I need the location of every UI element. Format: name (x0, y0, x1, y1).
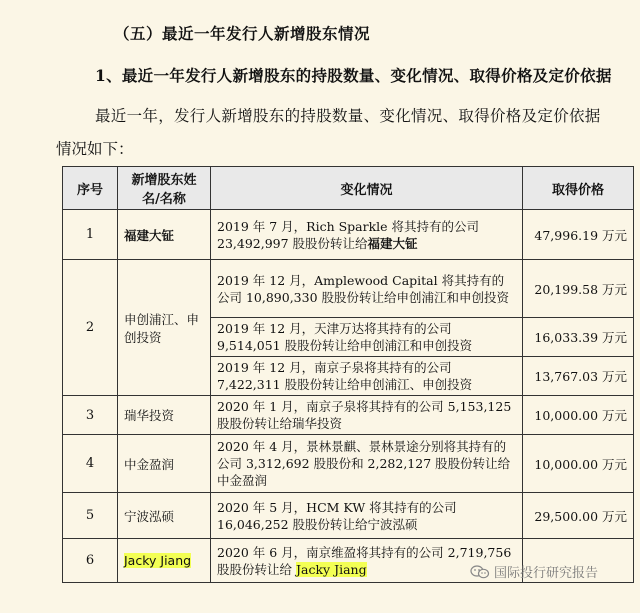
header-no: 序号 (63, 167, 118, 210)
row-desc-text: 2020 年 6 月，南京维盈将其持有的公司 2,719,756 股股份转让给 (217, 544, 512, 577)
table-row (63, 210, 634, 260)
row-name: 瑞华投资 (118, 396, 211, 435)
row-price: 10,000.00 万元 (523, 435, 634, 493)
row-desc-bold: 福建大钲 (367, 235, 418, 251)
row-no: 4 (63, 435, 118, 493)
row-name-highlighted: Jacky Jiang (124, 553, 192, 568)
header-name: 新增股东姓名/名称 (118, 167, 211, 210)
intro-line-2: 情况如下： (56, 140, 134, 158)
section-heading: （五）最近一年发行人新增股东情况 (114, 24, 371, 43)
row-price: 20,199.58 万元 (523, 260, 634, 318)
row-desc: 2020 年 4 月，景林景麒、景林景途分别将其持有的公司 3,312,692 股股份和 2,282,127 股股份转让给中金盈润 (211, 435, 523, 493)
wechat-icon (470, 565, 490, 579)
table-row (63, 435, 634, 493)
watermark-text: 国际投行研究报告 (494, 566, 599, 581)
row-price: 16,033.39 万元 (523, 318, 634, 357)
subheading: 1、最近一年发行人新增股东的持股数量、变化情况、取得价格及定价依据 (95, 66, 612, 85)
table-row (63, 260, 634, 318)
header-change: 变化情况 (211, 167, 523, 210)
row-desc: 2019 年 12 月，天津万达将其持有的公司 9,514,051 股股份转让给申创浦江和申创投资 (211, 318, 523, 357)
row-desc: 2019 年 12 月，Amplewood Capital 将其持有的公司 10,890,330 股股份转让给申创浦江和申创投资 (211, 260, 523, 318)
shareholder-table (62, 166, 634, 583)
row-price: 29,500.00 万元 (523, 493, 634, 539)
row-price: 10,000.00 万元 (523, 396, 634, 435)
row-desc-text: 2019 年 7 月，Rich Sparkle 将其持有的公司 23,492,997 股股份转让给 (217, 218, 480, 251)
watermark (470, 562, 598, 581)
row-no: 3 (63, 396, 118, 435)
row-no: 6 (63, 539, 118, 583)
row-desc: 2019 年 12 月，南京子泉将其持有的公司 7,422,311 股股份转让给申创浦江、申创投资 (211, 357, 523, 396)
row-desc (211, 210, 523, 260)
row-name: 申创浦江、申创投资 (118, 260, 211, 396)
table-row (63, 396, 634, 435)
row-name: 宁波泓硕 (118, 493, 211, 539)
intro-line-1: 最近一年，发行人新增股东的持股数量、变化情况、取得价格及定价依据 (95, 107, 601, 125)
row-desc: 2020 年 1 月，南京子泉将其持有的公司 5,153,125 股股份转让给瑞华投资 (211, 396, 523, 435)
row-no: 2 (63, 260, 118, 396)
row-name: 福建大钲 (118, 210, 211, 260)
row-name (118, 539, 211, 583)
row-price: 47,996.19 万元 (523, 210, 634, 260)
row-desc: 2020 年 5 月，HCM KW 将其持有的公司 16,046,252 股股份转让给宁波泓硕 (211, 493, 523, 539)
row-no: 5 (63, 493, 118, 539)
header-price: 取得价格 (523, 167, 634, 210)
table-header-row (63, 167, 634, 210)
row-price: 13,767.03 万元 (523, 357, 634, 396)
row-no: 1 (63, 210, 118, 260)
row-name: 中金盈润 (118, 435, 211, 493)
table-row (63, 493, 634, 539)
row-desc-highlighted: Jacky Jiang (296, 561, 367, 577)
